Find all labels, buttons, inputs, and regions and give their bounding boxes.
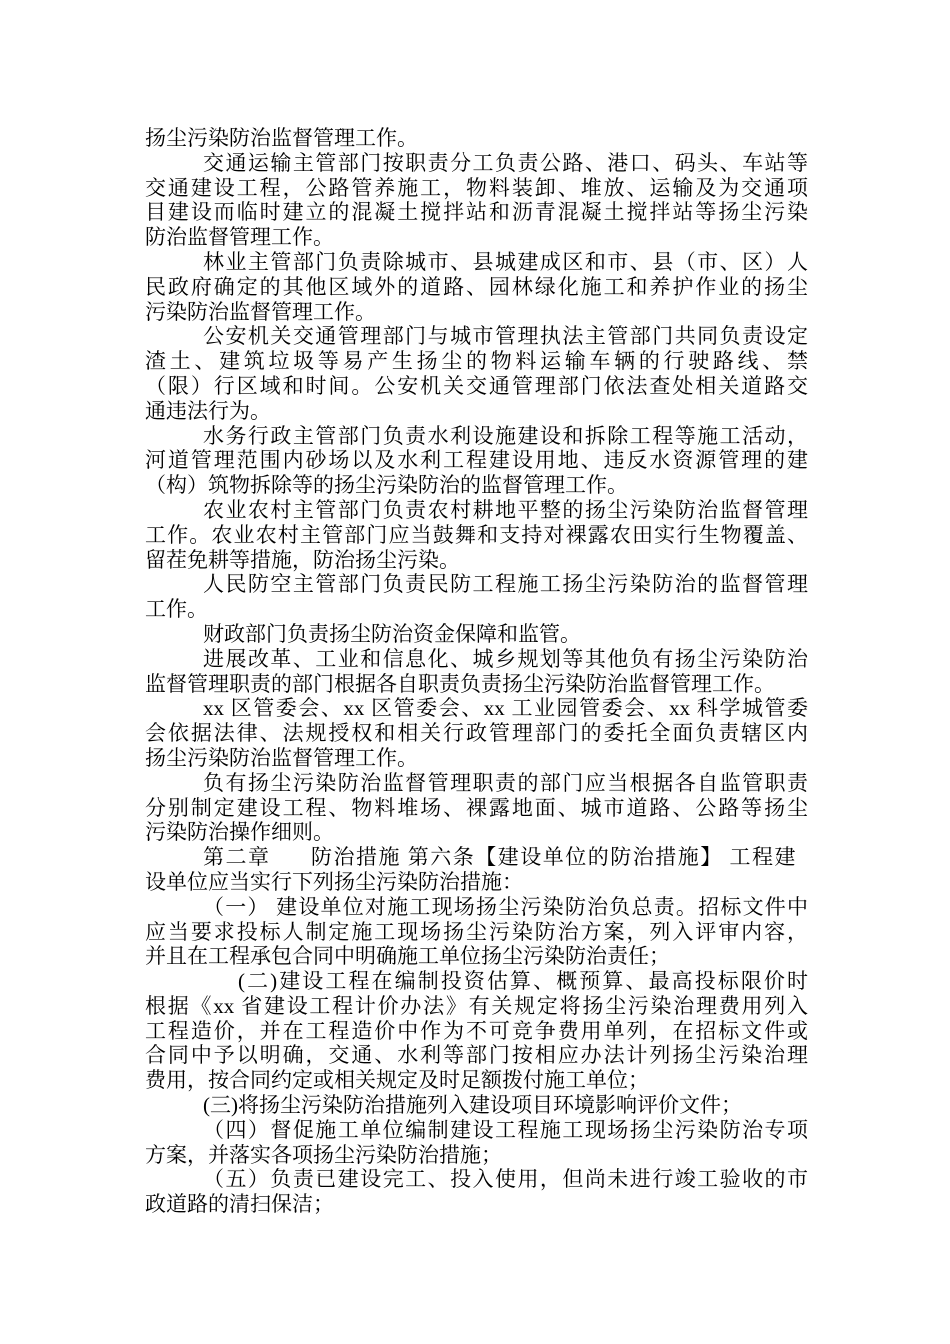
text-line: 交通建设工程，公路管养施工，物料装卸、堆放、运输及为交通项 (145, 175, 808, 200)
text-line: 河道管理范围内砂场以及水利工程建设用地、违反水资源管理的建 (145, 448, 808, 473)
text-line: 根据《xx 省建设工程计价办法》有关规定将扬尘污染治理费用列入 (145, 993, 808, 1018)
document-body (145, 126, 808, 1217)
text-line: 水务行政主管部门负责水利设施建设和拆除工程等施工活动， (203, 423, 808, 448)
paragraph (145, 424, 808, 498)
text-line: 方案，并落实各项扬尘污染防治措施； (145, 1142, 502, 1167)
text-line: 监督管理职责的部门根据各自职责负责扬尘污染防治监督管理工作。 (145, 671, 775, 696)
text-line: （限）行区域和时间。公安机关交通管理部门依法查处相关道路交 (145, 373, 808, 398)
text-line: 林业主管部门负责除城市、县城建成区和市、县（市、区）人 (203, 249, 808, 274)
text-line: 目建设而临时建立的混凝土搅拌站和沥青混凝土搅拌站等扬尘污染 (145, 200, 808, 225)
list-item (145, 969, 808, 1093)
paragraph (145, 622, 808, 647)
text-line: 并且在工程承包合同中明确施工单位扬尘污染防治责任； (145, 944, 670, 969)
text-line: （一） 建设单位对施工现场扬尘污染防治负总责。招标文件中 (203, 894, 808, 919)
text-line: xx 区管委会、xx 区管委会、xx 工业园管委会、xx 科学城管委 (203, 696, 808, 721)
paragraph (145, 771, 808, 845)
text-line: 人民防空主管部门负责民防工程施工扬尘污染防治的监督管理 (203, 572, 808, 597)
paragraph (145, 324, 808, 423)
text-line: （五）负责已建设完工、投入使用，但尚未进行竣工验收的市 (203, 1167, 808, 1192)
paragraph (145, 498, 808, 572)
text-line: 工作。农业农村主管部门应当鼓舞和支持对裸露农田实行生物覆盖、 (145, 522, 808, 547)
text-line: 扬尘污染防治监督管理工作。 (145, 126, 418, 150)
text-line: 民政府确定的其他区域外的道路、园林绿化施工和养护作业的扬尘 (145, 274, 808, 299)
chapter-heading-line: 第二章 防治措施 第六条【建设单位的防治措施】 工程建 (203, 845, 797, 870)
paragraph (145, 126, 808, 151)
text-line: 污染防治监督管理工作。 (145, 299, 376, 324)
paragraph (145, 151, 808, 250)
list-item (145, 1093, 808, 1118)
list-item (145, 1118, 808, 1168)
chapter-heading-paragraph (145, 845, 808, 895)
text-line: 政道路的清扫保洁； (145, 1192, 334, 1217)
text-line: 会依据法律、法规授权和相关行政管理部门的委托全面负责辖区内 (145, 721, 808, 746)
text-line: 设单位应当实行下列扬尘污染防治措施： (145, 869, 523, 894)
text-line: 应当要求投标人制定施工现场扬尘污染防治方案，列入评审内容， (145, 919, 808, 944)
paragraph (145, 572, 808, 622)
text-line: 污染防治操作细则。 (145, 820, 334, 845)
text-line: 进展改革、工业和信息化、城乡规划等其他负有扬尘污染防治 (203, 646, 808, 671)
list-item (145, 1167, 808, 1217)
text-line: 分别制定建设工程、物料堆场、裸露地面、城市道路、公路等扬尘 (145, 795, 808, 820)
text-line: 防治监督管理工作。 (145, 225, 334, 250)
text-line: 扬尘污染防治监督管理工作。 (145, 745, 418, 770)
text-line: 负有扬尘污染防治监督管理职责的部门应当根据各自监管职责 (203, 770, 808, 795)
text-line: （四）督促施工单位编制建设工程施工现场扬尘污染防治专项 (203, 1117, 808, 1142)
text-line: 通违法行为。 (145, 398, 271, 423)
text-line: (三)将扬尘污染防治措施列入建设项目环境影响评价文件； (203, 1093, 742, 1118)
text-line: 农业农村主管部门负责农村耕地平整的扬尘污染防治监督管理 (203, 497, 808, 522)
text-line: 交通运输主管部门按职责分工负责公路、港口、码头、车站等 (203, 150, 808, 175)
paragraph (145, 250, 808, 324)
text-line: （构）筑物拆除等的扬尘污染防治的监督管理工作。 (145, 473, 628, 498)
list-item (145, 895, 808, 969)
text-line: 公安机关交通管理部门与城市管理执法主管部门共同负责设定 (203, 324, 808, 349)
text-line: 工程造价，并在工程造价中作为不可竞争费用单列，在招标文件或 (145, 1018, 808, 1043)
text-line: (二)建设工程在编制投资估算、概预算、最高投标限价时 (238, 969, 808, 994)
text-line: 财政部门负责扬尘防治资金保障和监管。 (203, 621, 581, 646)
paragraph (145, 647, 808, 697)
text-line: 留茬免耕等措施，防治扬尘污染。 (145, 547, 460, 572)
text-line: 费用，按合同约定或相关规定及时足额拨付施工单位； (145, 1068, 649, 1093)
text-line: 工作。 (145, 597, 208, 622)
paragraph (145, 696, 808, 770)
text-line: 合同中予以明确，交通、水利等部门按相应办法计列扬尘污染治理 (145, 1043, 808, 1068)
text-line: 渣土、建筑垃圾等易产生扬尘的物料运输车辆的行驶路线、禁 (145, 349, 808, 374)
